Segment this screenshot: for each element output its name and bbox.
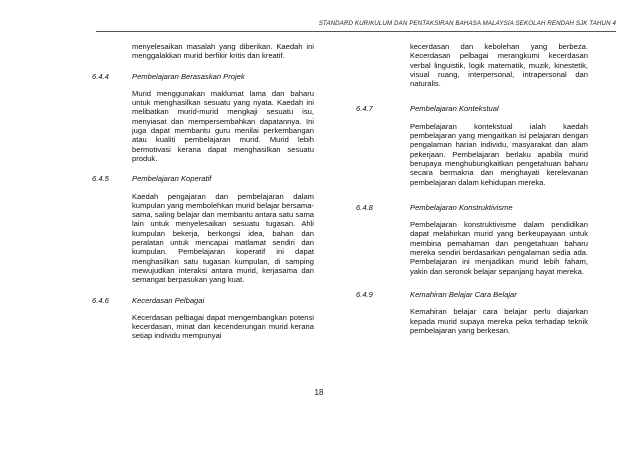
section-number: 6.4.4 [92, 71, 109, 81]
section-number: 6.4.7 [356, 104, 373, 114]
section-title: Pembelajaran Konstruktivisme [410, 202, 513, 212]
section-title: Pembelajaran Berasaskan Projek [132, 71, 245, 81]
page-number: 18 [314, 388, 324, 397]
section-number: 6.4.5 [92, 174, 109, 184]
header-rule [96, 31, 616, 32]
paragraph-6-4-4: Murid menggunakan maklumat lama dan baharu untuk menghasilkan sesuatu yang nyata. Kaedah ini melibatkan murid-murid mengkaji sesuatu isu, menyiasat dan mempersembahkan dapatannya. Ini juga dapat membantu guru menilai perkembangan atau kualiti pembelajaran murid. Murid lebih bermotivasi kerana dapat menghasilkan sesuatu produk. [132, 88, 314, 163]
paragraph-intro-left: menyelesaikan masalah yang diberikan. Kaedah ini menggalakkan murid berfikir kritis dan kreatif. [132, 42, 314, 61]
section-heading-6-4-9 [356, 290, 588, 299]
section-heading-6-4-5 [92, 174, 314, 183]
section-number: 6.4.6 [92, 295, 109, 305]
running-header: STANDARD KURIKULUM DAN PENTAKSIRAN BAHASA MALAYSIA SEKOLAH RENDAH SJK TAHUN 4 [318, 20, 616, 27]
section-title: Pembelajaran Koperatif [132, 174, 212, 184]
section-heading-6-4-4 [92, 72, 314, 81]
right-column [356, 42, 588, 343]
section-title: Pembelajaran Kontekstual [410, 104, 499, 114]
paragraph-6-4-7: Pembelajaran kontekstual ialah kaedah pembelajaran yang mengaitkan isi pelajaran dengan pengalaman harian individu, masyarakat dan alam pekerjaan. Pembelajaran berlaku apabila murid berupaya menghubungkaitkan pengetahuan baharu secara bermakna dan menghayati kerelevanan pembelajaran dalam kehidupan mereka. [410, 121, 588, 187]
paragraph-6-4-8: Pembelajaran konstruktivisme dalam pendidikan dapat melahirkan murid yang berkeupayaan untuk membina pemahaman dan pengetahuan baharu mereka sendiri berdasarkan pengalaman sedia ada. Pembelajaran ini menjadikan murid lebih faham, yakin dan seronok belajar sepanjang hayat mereka. [410, 220, 588, 276]
paragraph-6-4-6: Kecerdasan pelbagai dapat mengembangkan potensi kecerdasan, minat dan kecenderungan murid kerana setiap individu mempunyai [132, 312, 314, 341]
section-heading-6-4-7 [356, 104, 588, 113]
section-number: 6.4.9 [356, 289, 373, 299]
section-number: 6.4.8 [356, 202, 373, 212]
section-title: Kemahiran Belajar Cara Belajar [410, 289, 517, 299]
left-column [92, 42, 314, 349]
section-heading-6-4-8 [356, 203, 588, 212]
paragraph-intro-right: kecerdasan dan kebolehan yang berbeza. Kecerdasan pelbagai merangkumi kecerdasan verbal linguistik, logik matematik, muzik, kinestetik, visual ruang, interpersonal, intrapersonal dan naturalis. [410, 42, 588, 89]
section-title: Kecerdasan Pelbagai [132, 295, 205, 305]
section-heading-6-4-6 [92, 296, 314, 305]
paragraph-6-4-5: Kaedah pengajaran dan pembelajaran dalam kumpulan yang membolehkan murid belajar bersama-sama, saling belajar dan membantu antara satu sama lain untuk menyelesaikan sesuatu tugasan. Ahli kumpulan bekerja, berkongsi idea, bahan dan peralatan untuk mencapai matlamat sendiri dan kumpulan. Pembelajaran koperatif ini dapat menghasilkan satu tugasan kumpulan, di samping mewujudkan interaksi antara murid, kerjasama dan semangat berpasukan yang kuat. [132, 191, 314, 285]
paragraph-6-4-9: Kemahiran belajar cara belajar perlu diajarkan kepada murid supaya mereka peka terhadap teknik pembelajaran yang berkesan. [410, 307, 588, 335]
